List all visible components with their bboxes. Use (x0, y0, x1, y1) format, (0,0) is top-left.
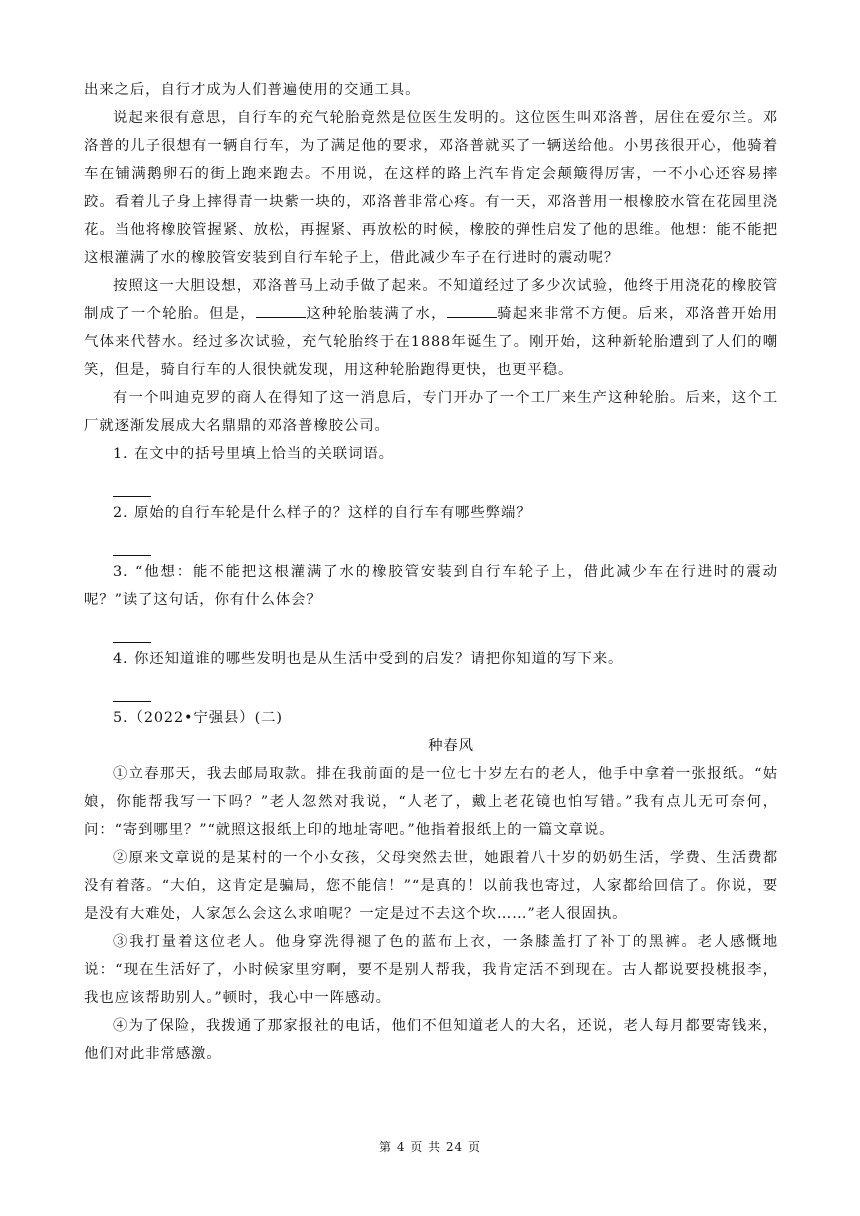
article-paragraph: ②原来文章说的是某村的一个小女孩，父母突然去世，她跟着八十岁的奶奶生活，学费、生活费都没有着落。“大伯，这肯定是骗局，您不能信！”“是真的！以前我也寄过，人家都给回信了。你说，要是没有大难处，人家怎么会这么求咱呢？一定是过不去这个坎……”老人很固执。 (84, 850, 778, 922)
question-4: 4. 你还知道谁的哪些发明也是从生活中受到的启发？请把你知道的写下来。 (113, 651, 624, 667)
section-heading: 5.（2022•宁强县）(二) (113, 710, 283, 726)
question-3: 3. “他想：能不能把这根灌满了水的橡胶管安装到自行车轮子上，借此减少车在行进时的震动呢？”读了这句话，你有什么体会？ (84, 564, 778, 608)
answer-line[interactable] (113, 616, 151, 643)
answer-line[interactable] (113, 529, 151, 556)
page-footer: 第 4 页 共 24 页 (379, 1140, 481, 1154)
paragraph-text: 骑起来非常不方便。后来，邓洛普开始用气体来代替水。经过多次试验，充气轮胎终于在1888年诞生了。刚开始，这种新轮胎遭到了人们的嘲笑，但是，骑自行车的人很快就发现，用这种轮胎跑得更快，也更平稳。 (84, 306, 779, 378)
answer-line[interactable] (113, 470, 151, 497)
paragraph-text: 这种轮胎装满了水， (305, 306, 447, 322)
article-title: 种春风 (428, 738, 474, 754)
passage-paragraph: 说起来很有意思，自行车的充气轮胎竟然是位医生发明的。这位医生叫邓洛普，居住在爱尔兰。邓洛普的儿子很想有一辆自行车，为了满足他的要求，邓洛普就买了一辆送给他。小男孩很开心，他骑着车在铺满鹅卵石的街上跑来跑去。不用说，在这样的路上汽车肯定会颠簸得厉害，一不小心还容易摔跤。看着儿子身上摔得青一块紫一块的，邓洛普非常心疼。有一天，邓洛普用一根橡胶水管在花园里浇花。当他将橡胶管握紧、放松，再握紧、再放松的时候，橡胶的弹性启发了他的思维。他想：能不能把这根灌满了水的橡胶管安装到自行车轮子上，借此减少车子在行进时的震动呢？ (84, 110, 778, 266)
fill-blank[interactable] (256, 301, 306, 318)
fill-blank[interactable] (447, 301, 497, 318)
passage-paragraph: 出来之后，自行才成为人们普遍使用的交通工具。 (84, 82, 421, 98)
article-paragraph: ①立春那天，我去邮局取款。排在我前面的是一位七十岁左右的老人，他手中拿着一张报纸。“姑娘，你能帮我写一下吗？”老人忽然对我说，“人老了，戴上老花镜也怕写错。”我有点儿无可奈何，问：“寄到哪里？”“就照这报纸上印的地址寄吧。”他指着报纸上的一篇文章说。 (84, 766, 778, 838)
question-2: 2. 原始的自行车轮是什么样子的？这样的自行车有哪些弊端？ (113, 505, 532, 521)
article-paragraph: ④为了保险，我拨通了那家报社的电话，他们不但知道老人的大名，还说，老人每月都要寄钱来，他们对此非常感激。 (84, 1018, 778, 1062)
paragraph-text: 按照这一大胆设想，邓洛普马上动手做了起来。不知道经过了多少次试验，他终于用浇花的橡胶管制成了一个轮胎。但是， (84, 278, 778, 322)
passage-paragraph: 有一个叫迪克罗的商人在得知了这一消息后，专门开办了一个工厂来生产这种轮胎。后来，这个工厂就逐渐发展成大名鼎鼎的邓洛普橡胶公司。 (84, 390, 778, 434)
question-1: 1. 在文中的括号里填上恰当的关联词语。 (113, 446, 394, 462)
answer-line[interactable] (113, 675, 151, 702)
document-page (84, 76, 778, 1068)
article-paragraph: ③我打量着这位老人。他身穿洗得褪了色的蓝布上衣，一条膝盖打了补丁的黑裤。老人感慨地说：“现在生活好了，小时候家里穷啊，要不是别人帮我，我肯定活不到现在。古人都说要投桃报李，我也应该帮助别人。”顿时，我心中一阵感动。 (84, 934, 778, 1006)
passage-paragraph (84, 272, 778, 384)
